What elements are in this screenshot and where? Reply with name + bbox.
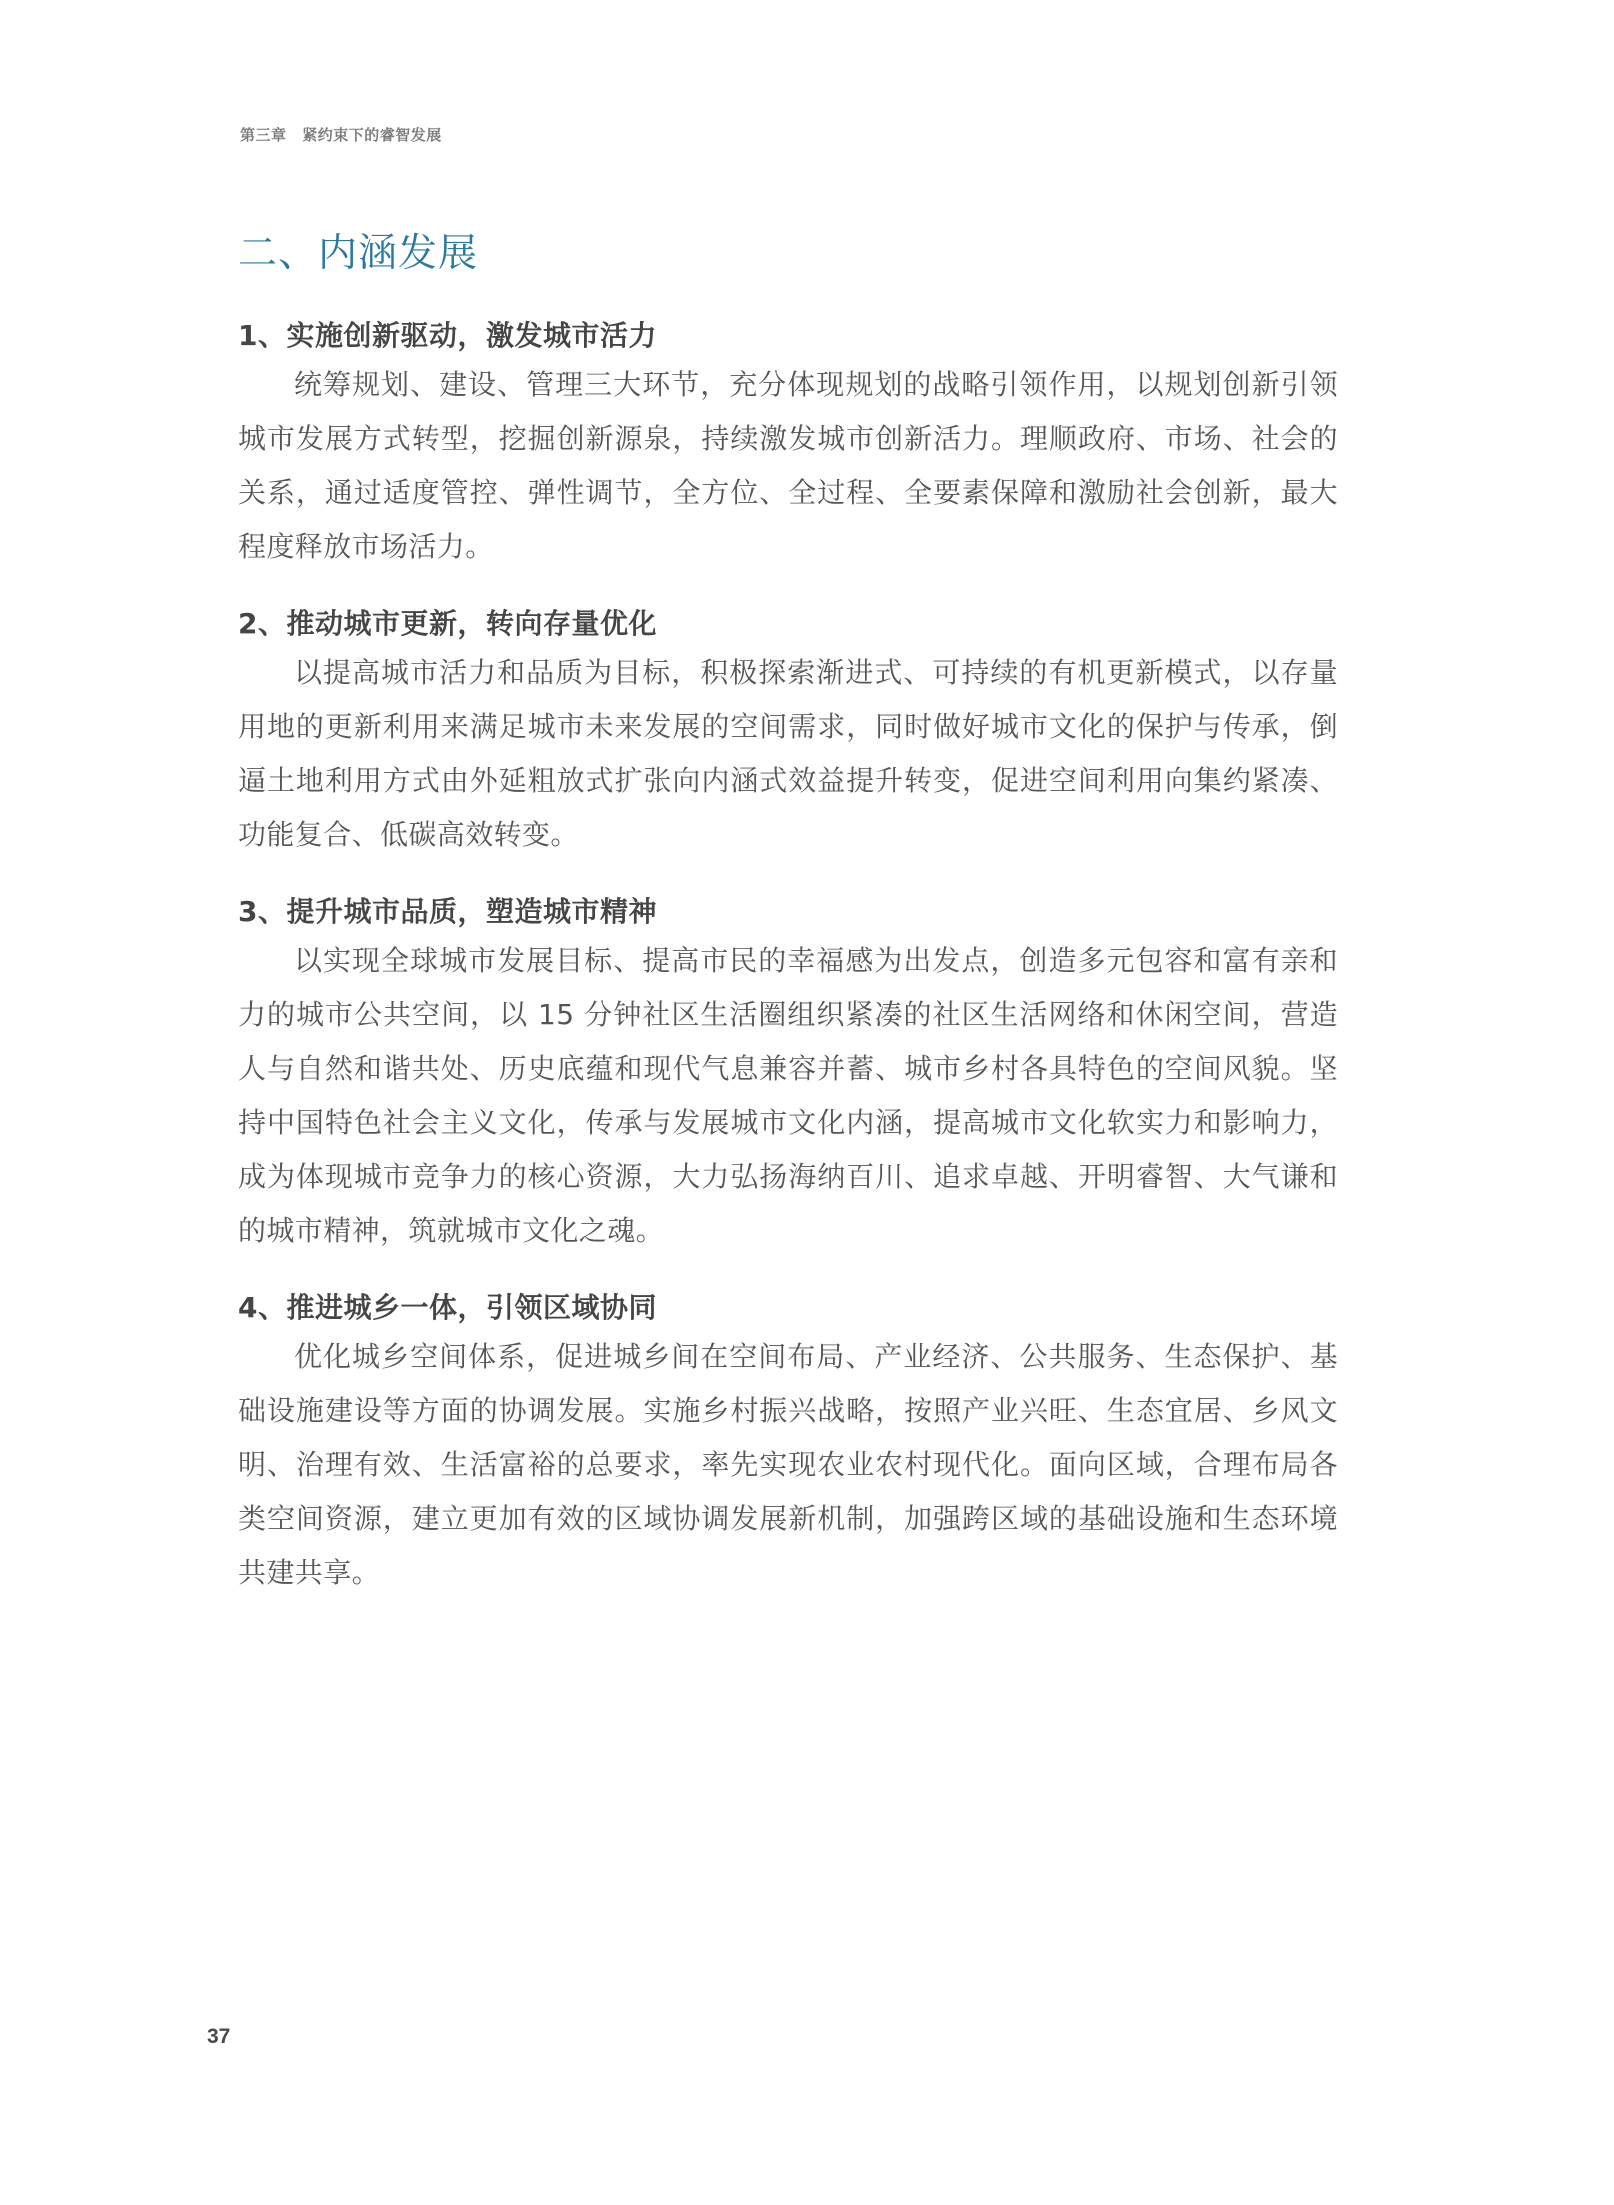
section-title: 二、内涵发展 (238, 231, 479, 276)
subsection-3 (238, 892, 1338, 1258)
subsection-2 (238, 604, 1338, 862)
subsection-heading: 3、提升城市品质，塑造城市精神 (238, 895, 657, 928)
subsection-heading: 2、推动城市更新，转向存量优化 (238, 607, 657, 640)
subsection-1 (238, 316, 1338, 574)
main-content (238, 228, 1338, 1600)
running-header (240, 124, 442, 145)
subsection-body: 以实现全球城市发展目标、提高市民的幸福感为出发点，创造多元包容和富有亲和力的城市公共空间，以 15 分钟社区生活圈组织紧凑的社区生活网络和休闲空间，营造人与自然和谐共处、历史底蕴和现代气息兼容并蓄、城市乡村各具特色的空间风貌。坚持中国特色社会主义文化，传承与发展城市文化内涵，提高城市文化软实力和影响力，成为体现城市竞争力的核心资源，大力弘扬海纳百川、追求卓越、开明睿智、大气谦和的城市精神，筑就城市文化之魂。 (238, 944, 1338, 1247)
subsection-body: 统筹规划、建设、管理三大环节，充分体现规划的战略引领作用，以规划创新引领城市发展方式转型，挖掘创新源泉，持续激发城市创新活力。理顺政府、市场、社会的关系，通过适度管控、弹性调节，全方位、全过程、全要素保障和激励社会创新，最大程度释放市场活力。 (238, 368, 1338, 563)
subsection-body: 以提高城市活力和品质为目标，积极探索渐进式、可持续的有机更新模式，以存量用地的更新利用来满足城市未来发展的空间需求，同时做好城市文化的保护与传承，倒逼土地利用方式由外延粗放式扩张向内涵式效益提升转变，促进空间利用向集约紧凑、功能复合、低碳高效转变。 (238, 656, 1338, 851)
subsection-4 (238, 1288, 1338, 1600)
subsection-heading: 4、推进城乡一体，引领区域协同 (238, 1291, 657, 1324)
subsection-body: 优化城乡空间体系，促进城乡间在空间布局、产业经济、公共服务、生态保护、基础设施建设等方面的协调发展。实施乡村振兴战略，按照产业兴旺、生态宜居、乡风文明、治理有效、生活富裕的总要求，率先实现农业农村现代化。面向区域，合理布局各类空间资源，建立更加有效的区域协调发展新机制，加强跨区域的基础设施和生态环境共建共享。 (238, 1340, 1338, 1589)
chapter-title: 紧约束下的睿智发展 (302, 126, 442, 144)
subsection-heading: 1、实施创新驱动，激发城市活力 (238, 319, 657, 352)
chapter-number: 第三章 (240, 126, 287, 144)
page-number: 37 (207, 2025, 231, 2048)
